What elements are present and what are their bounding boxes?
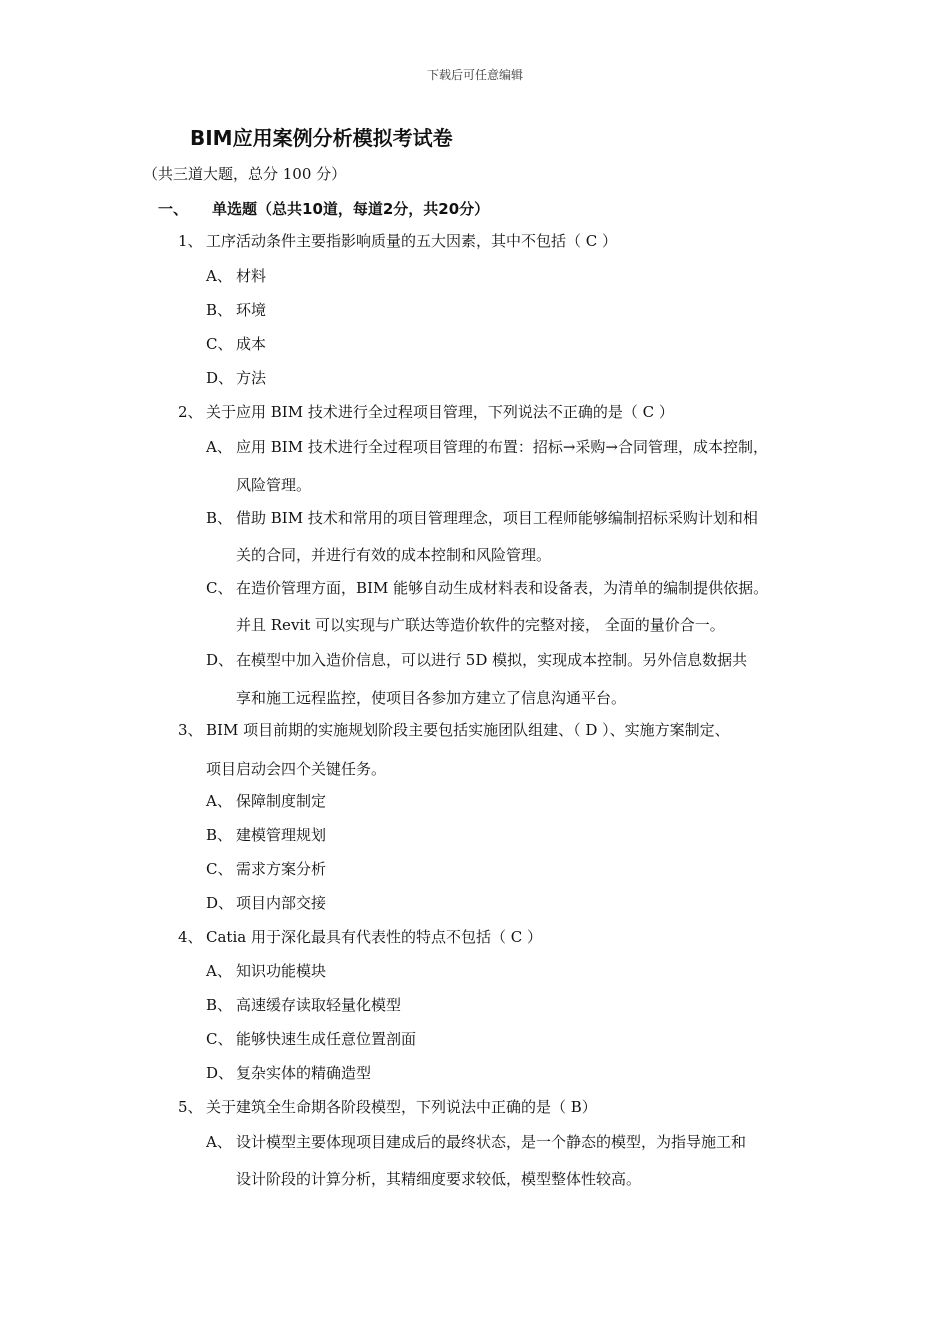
section-heading bbox=[158, 198, 489, 219]
option-letter: C、 bbox=[206, 335, 233, 353]
option-letter: C、 bbox=[206, 1030, 233, 1048]
question-text: Catia 用于深化最具有代表性的特点不包括（ C ） bbox=[206, 928, 542, 946]
option-letter: D、 bbox=[206, 1064, 234, 1082]
option-text: 在模型中加入造价信息，可以进行 5D 模拟，实现成本控制。另外信息数据共 bbox=[236, 651, 748, 669]
option-2a-continued: 风险管理。 bbox=[236, 476, 312, 494]
section-label: 单选题（总共10道，每道2分，共20分） bbox=[212, 200, 490, 218]
option-letter: B、 bbox=[206, 996, 233, 1014]
option-text: 方法 bbox=[236, 369, 267, 387]
option-text: 借助 BIM 技术和常用的项目管理理念，项目工程师能够编制招标采购计划和相 bbox=[236, 509, 758, 527]
option-letter: D、 bbox=[206, 369, 234, 387]
option-3c bbox=[206, 858, 326, 879]
question-2 bbox=[178, 401, 674, 422]
option-1c bbox=[206, 333, 266, 354]
option-letter: C、 bbox=[206, 860, 233, 878]
option-1a bbox=[206, 265, 266, 286]
option-2b-continued: 关的合同，并进行有效的成本控制和风险管理。 bbox=[236, 546, 552, 564]
question-number: 3、 bbox=[178, 721, 203, 739]
option-letter: A、 bbox=[206, 962, 232, 980]
option-2d-continued: 享和施工远程监控，使项目各参加方建立了信息沟通平台。 bbox=[236, 689, 627, 707]
option-letter: A、 bbox=[206, 792, 232, 810]
option-2c bbox=[206, 577, 768, 598]
option-text: 应用 BIM 技术进行全过程项目管理的布置：招标→采购→合同管理，成本控制， bbox=[236, 438, 768, 456]
option-text: 需求方案分析 bbox=[236, 860, 327, 878]
option-letter: B、 bbox=[206, 826, 233, 844]
option-letter: C、 bbox=[206, 579, 233, 597]
option-3a bbox=[206, 790, 326, 811]
option-2c-continued: 并且 Revit 可以实现与广联达等造价软件的完整对接， 全面的量价合一。 bbox=[236, 616, 725, 634]
option-text: 高速缓存读取轻量化模型 bbox=[236, 996, 402, 1014]
option-3b bbox=[206, 824, 326, 845]
question-text: 工序活动条件主要指影响质量的五大因素，其中不包括（ C ） bbox=[206, 232, 618, 250]
option-4c bbox=[206, 1028, 416, 1049]
option-letter: A、 bbox=[206, 438, 232, 456]
option-5a bbox=[206, 1131, 746, 1152]
option-4a bbox=[206, 960, 326, 981]
question-3 bbox=[178, 719, 730, 740]
option-text: 建模管理规划 bbox=[236, 826, 327, 844]
document-title: BIM应用案例分析模拟考试卷 bbox=[190, 126, 453, 150]
option-4d bbox=[206, 1062, 371, 1083]
option-letter: D、 bbox=[206, 894, 234, 912]
option-1d bbox=[206, 367, 266, 388]
question-number: 5、 bbox=[178, 1098, 203, 1116]
option-letter: B、 bbox=[206, 301, 233, 319]
option-text: 设计模型主要体现项目建成后的最终状态，是一个静态的模型，为指导施工和 bbox=[236, 1133, 747, 1151]
option-2b bbox=[206, 507, 758, 528]
option-text: 材料 bbox=[236, 267, 267, 285]
option-text: 项目内部交接 bbox=[236, 894, 327, 912]
option-text: 环境 bbox=[236, 301, 267, 319]
question-number: 2、 bbox=[178, 403, 203, 421]
option-text: 成本 bbox=[236, 335, 267, 353]
question-text: 关于建筑全生命期各阶段模型，下列说法中正确的是（ B） bbox=[206, 1098, 597, 1116]
question-4 bbox=[178, 926, 542, 947]
option-text: 能够快速生成任意位置剖面 bbox=[236, 1030, 417, 1048]
question-number: 1、 bbox=[178, 232, 203, 250]
page-header: 下载后可任意编辑 bbox=[426, 68, 523, 82]
section-number: 一、 bbox=[158, 200, 189, 218]
option-4b bbox=[206, 994, 401, 1015]
question-text: BIM 项目前期的实施规划阶段主要包括实施团队组建、（ D ）、实施方案制定、 bbox=[206, 721, 730, 739]
document-subtitle: （共三道大题，总分 100 分） bbox=[143, 165, 347, 183]
option-letter: B、 bbox=[206, 509, 233, 527]
option-text: 知识功能模块 bbox=[236, 962, 327, 980]
option-text: 保障制度制定 bbox=[236, 792, 327, 810]
question-number: 4、 bbox=[178, 928, 203, 946]
option-text: 复杂实体的精确造型 bbox=[236, 1064, 372, 1082]
option-5a-continued: 设计阶段的计算分析，其精细度要求较低，模型整体性较高。 bbox=[236, 1170, 642, 1188]
option-letter: D、 bbox=[206, 651, 234, 669]
option-3d bbox=[206, 892, 326, 913]
question-1 bbox=[178, 230, 617, 251]
question-5 bbox=[178, 1096, 597, 1117]
option-2d bbox=[206, 649, 747, 670]
question-3-continued: 项目启动会四个关键任务。 bbox=[206, 760, 387, 778]
option-text: 在造价管理方面，BIM 能够自动生成材料表和设备表，为清单的编制提供依据。 bbox=[236, 579, 769, 597]
option-letter: A、 bbox=[206, 267, 232, 285]
option-1b bbox=[206, 299, 266, 320]
question-text: 关于应用 BIM 技术进行全过程项目管理，下列说法不正确的是（ C ） bbox=[206, 403, 674, 421]
option-2a bbox=[206, 436, 768, 457]
option-letter: A、 bbox=[206, 1133, 232, 1151]
